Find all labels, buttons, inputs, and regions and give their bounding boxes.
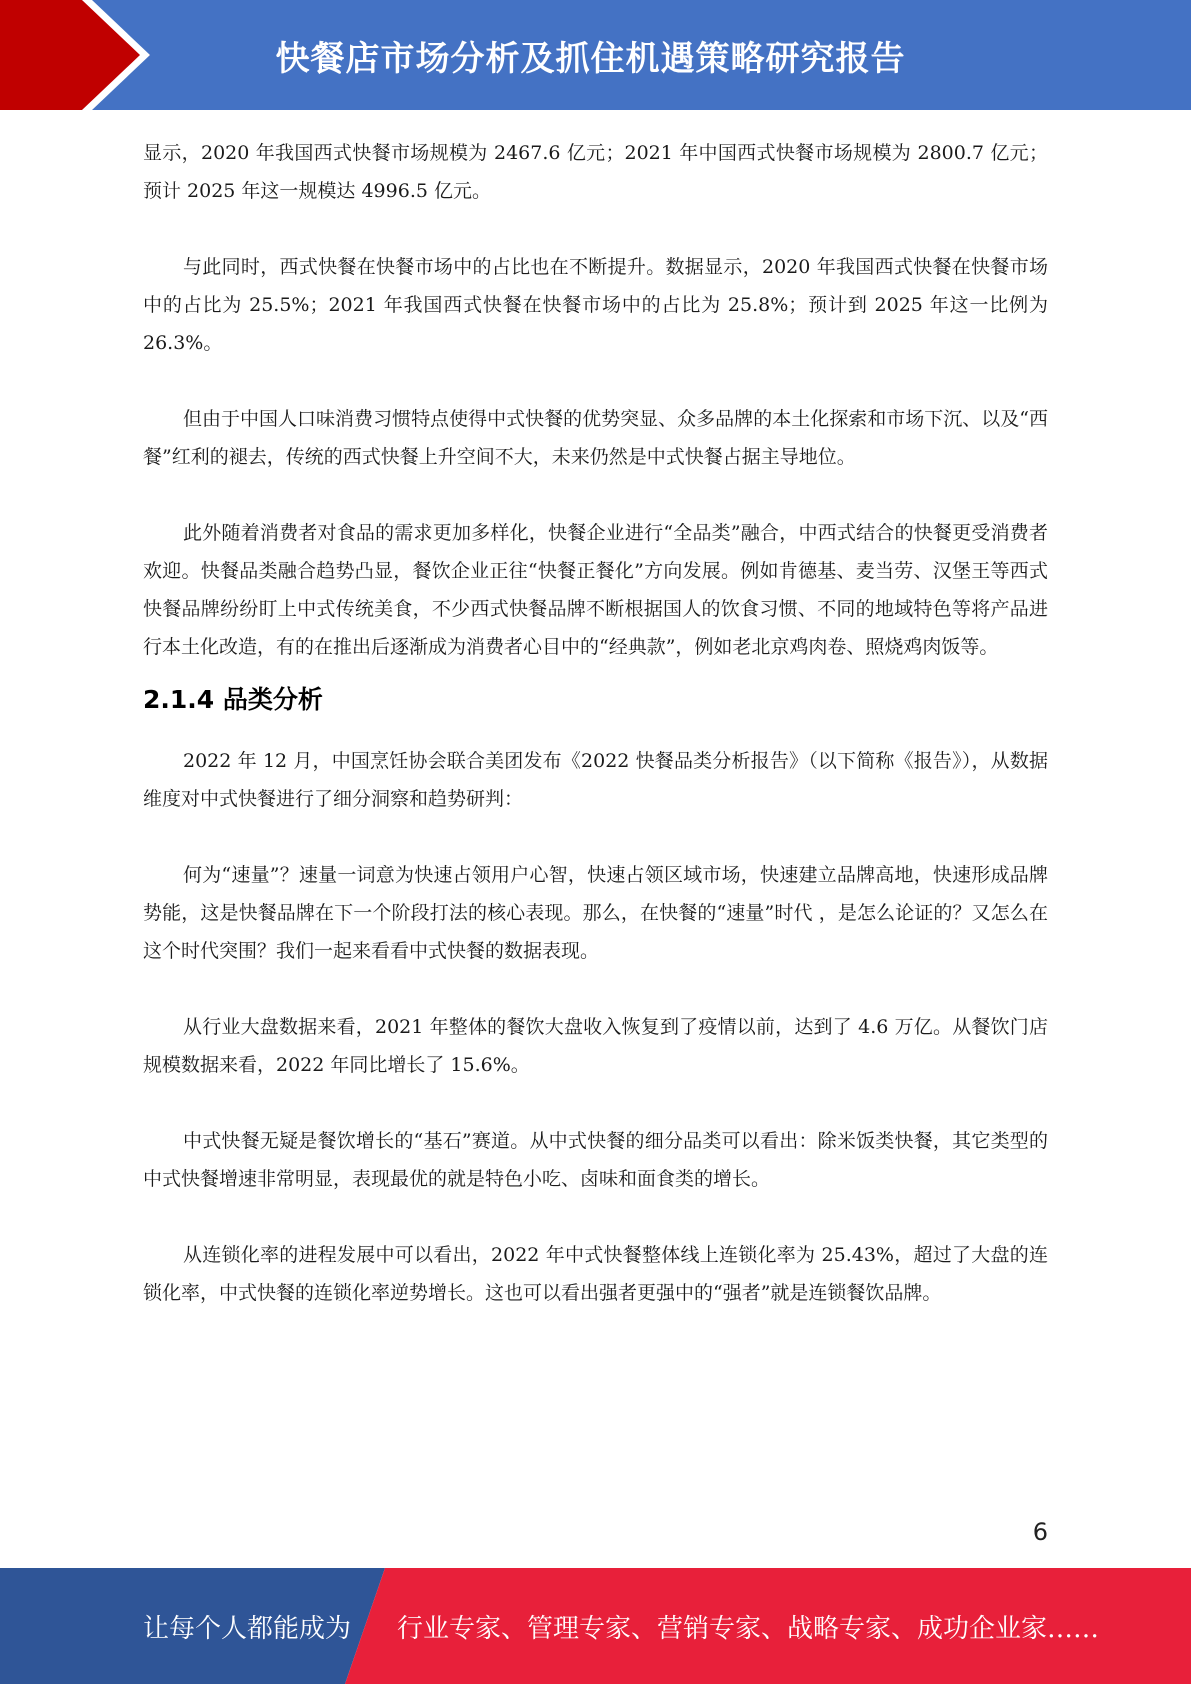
footer-slogan-left: 让每个人都能成为	[143, 1613, 352, 1644]
page-header	[0, 0, 1191, 110]
paragraph: 与此同时，西式快餐在快餐市场中的占比也在不断提升。数据显示，2020 年我国西式快餐在快餐市场中的占比为 25.5%；2021 年我国西式快餐在快餐市场中的占比为 25.8%；预计到 2025 年这一比例为 26.3%。	[143, 256, 1048, 354]
paragraph: 此外随着消费者对食品的需求更加多样化，快餐企业进行“全品类”融合，中西式结合的快餐更受消费者欢迎。快餐品类融合趋势凸显，餐饮企业正往“快餐正餐化”方向发展。例如肯德基、麦当劳、汉堡王等西式快餐品牌纷纷盯上中式传统美食，不少西式快餐品牌不断根据国人的饮食习惯、不同的地域特色等将产品进行本土化改造，有的在推出后逐渐成为消费者心目中的“经典款”，例如老北京鸡肉卷、照烧鸡肉饭等。	[143, 522, 1048, 658]
paragraph: 何为“速量”？速量一词意为快速占领用户心智，快速占领区域市场，快速建立品牌高地，快速形成品牌势能，这是快餐品牌在下一个阶段打法的核心表现。那么，在快餐的“速量”时代 ，是怎么论证的？又怎么在这个时代突围？我们一起来看看中式快餐的数据表现。	[143, 864, 1048, 962]
page-number: 6	[1032, 1518, 1048, 1546]
header-arrow-red	[0, 0, 150, 110]
paragraph: 显示，2020 年我国西式快餐市场规模为 2467.6 亿元；2021 年中国西式快餐市场规模为 2800.7 亿元；预计 2025 年这一规模达 4996.5 亿元。	[143, 142, 1048, 202]
paragraph: 从连锁化率的进程发展中可以看出，2022 年中式快餐整体线上连锁化率为 25.43%，超过了大盘的连锁化率，中式快餐的连锁化率逆势增长。这也可以看出强者更强中的“强者”就是连锁餐饮品牌。	[143, 1244, 1048, 1304]
paragraph: 中式快餐无疑是餐饮增长的“基石”赛道。从中式快餐的细分品类可以看出：除米饭类快餐，其它类型的中式快餐增速非常明显，表现最优的就是特色小吃、卤味和面食类的增长。	[143, 1130, 1048, 1190]
main-content	[143, 134, 1048, 1312]
report-title: 快餐店市场分析及抓住机遇策略研究报告	[275, 38, 906, 79]
paragraph: 但由于中国人口味消费习惯特点使得中式快餐的优势突显、众多品牌的本土化探索和市场下沉、以及“西餐”红利的褪去，传统的西式快餐上升空间不大，未来仍然是中式快餐占据主导地位。	[143, 408, 1048, 468]
section-heading: 2.1.4 品类分析	[143, 685, 323, 714]
footer-slogan-right: 行业专家、管理专家、营销专家、战略专家、成功企业家……	[397, 1613, 1100, 1644]
header-arrow-decoration	[0, 0, 150, 110]
paragraph: 从行业大盘数据来看，2021 年整体的餐饮大盘收入恢复到了疫情以前，达到了 4.6 万亿。从餐饮门店规模数据来看，2022 年同比增长了 15.6%。	[143, 1016, 1048, 1076]
paragraph: 2022 年 12 月，中国烹饪协会联合美团发布《2022 快餐品类分析报告》（以下简称《报告》），从数据维度对中式快餐进行了细分洞察和趋势研判：	[143, 750, 1048, 810]
page-footer	[0, 1568, 1191, 1684]
